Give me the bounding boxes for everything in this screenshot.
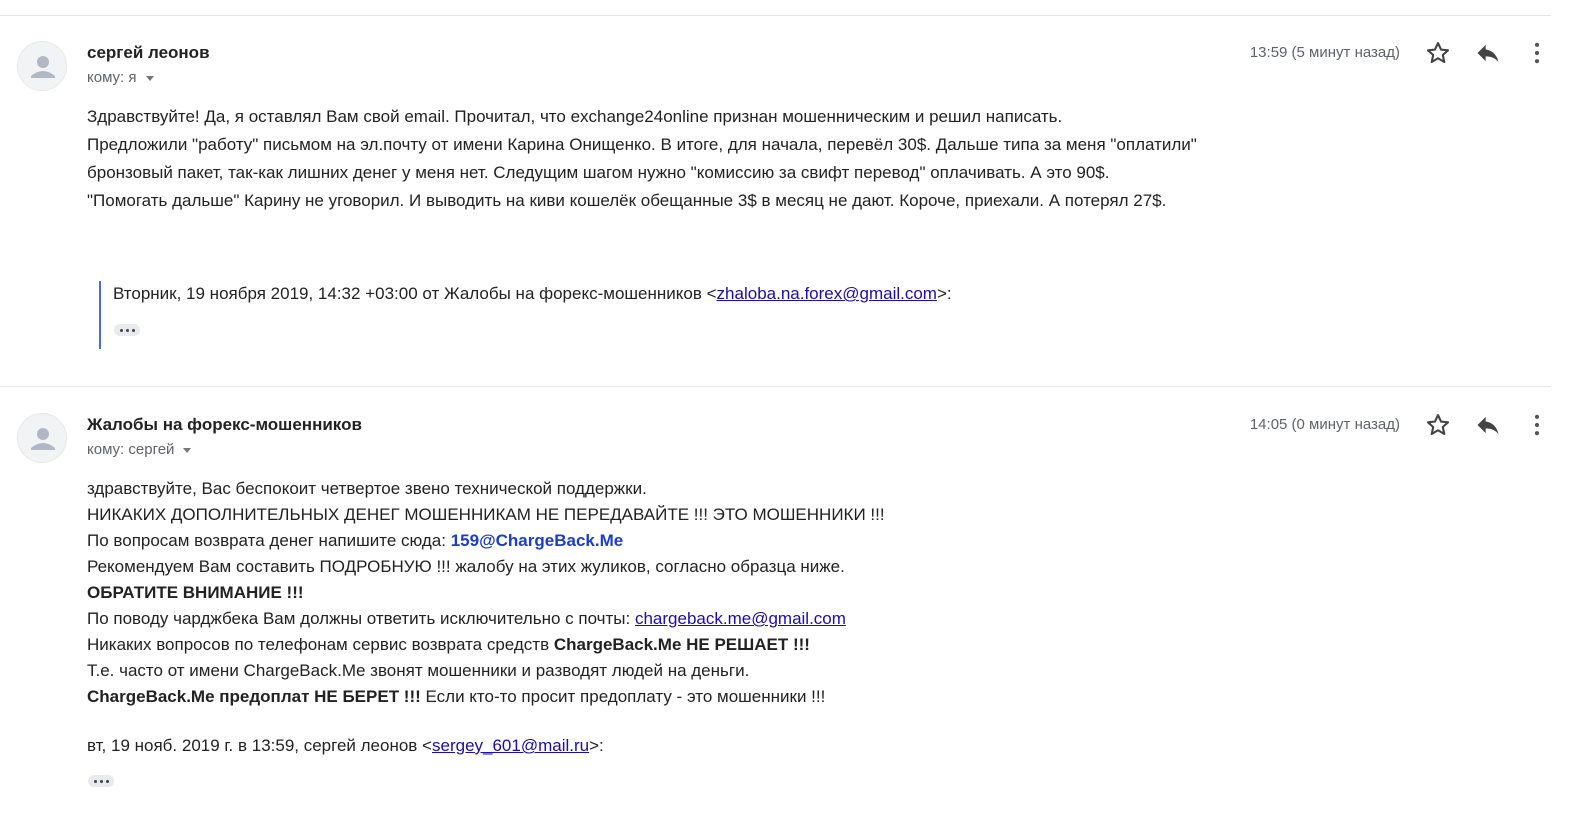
quote-intro: Вторник, 19 ноября 2019, 14:32 +03:00 от Жалобы на форекс-мошенников < [113,284,717,303]
chargeback-email-link[interactable]: chargeback.me@gmail.com [634,609,846,628]
sender-avatar[interactable] [17,413,67,463]
message-time: 13:59 (5 минут назад) [1249,44,1400,61]
attention-text: ОБРАТИТЕ ВНИМАНИЕ !!! [87,583,304,602]
reply-icon [1474,411,1502,439]
quote-end: >: [589,736,604,755]
message-time: 14:05 (0 минут назад) [1249,416,1400,433]
avatar-icon [18,414,67,463]
star-icon [1424,411,1452,439]
body-line: здравствуйте, Вас беспокоит четвертое звено технической поддержки. [87,479,647,498]
body-line: Предложили "работу" письмом на эл.почту от имени Карина Онищенко. В итоге, для начала, перевёл 30$. Дальше типа за меня "оплатили" [87,135,1197,154]
body-line: Т.е. часто от имени ChargeBack.Me звонят мошенники и разводят людей на деньги. [87,661,750,680]
body-line [87,528,885,554]
reply-icon [1474,39,1502,67]
recipient-dropdown[interactable] [87,441,191,458]
support-email-link[interactable]: 159@ChargeBack.Me [450,531,624,550]
recipient-label: кому: сергей [87,441,175,458]
sender-name[interactable]: сергей леонов [87,43,210,62]
chevron-down-icon [146,76,154,81]
dot [100,780,103,783]
more-vert-icon [1523,39,1551,67]
body-line [87,684,885,710]
message-body [87,103,1197,215]
reply-button[interactable] [1474,411,1502,439]
body-line: Рекомендуем Вам составить ПОДРОБНУЮ !!! жалобу на этих жуликов, согласно образца ниже. [87,557,845,576]
body-line: НИКАКИХ ДОПОЛНИТЕЛЬНЫХ ДЕНЕГ МОШЕННИКАМ НЕ ПЕРЕДАВАЙТЕ !!! ЭТО МОШЕННИКИ !!! [87,505,885,524]
star-icon [1424,39,1452,67]
quote-header [113,284,952,304]
more-options-button[interactable] [1523,39,1551,67]
star-button[interactable] [1424,411,1452,439]
dot [94,780,97,783]
body-text: Если кто-то просит предоплату - это мошенники !!! [420,687,826,706]
body-line [87,580,885,606]
quote-bar [99,281,101,349]
avatar-icon [18,42,67,91]
quote-header [87,735,604,757]
chevron-down-icon [183,448,191,453]
body-text: Никаких вопросов по телефонам сервис возврата средств [87,635,554,654]
quote-end: >: [936,284,952,303]
dot [126,329,129,332]
top-divider [0,15,1551,16]
sender-name[interactable]: Жалобы на форекс-мошенников [87,415,362,434]
body-line: "Помогать дальше" Карину не уговорил. И выводить на киви кошелёк обещанные 3$ в месяц не дают. Короче, приехали. А потерял 27$. [87,191,1167,210]
bold-text: ChargeBack.Me предоплат НЕ БЕРЕТ !!! [87,687,421,706]
sender-avatar[interactable] [17,41,67,91]
show-trimmed-content-button[interactable] [88,775,114,787]
body-text: По поводу чарджбека Вам должны ответить исключительно с почты: [87,609,635,628]
recipient-dropdown[interactable] [87,69,154,86]
more-options-button[interactable] [1523,411,1551,439]
bold-text: ChargeBack.Me НЕ РЕШАЕТ !!! [553,635,810,654]
more-vert-icon [1523,411,1551,439]
dot [120,329,123,332]
reply-button[interactable] [1474,39,1502,67]
body-line [87,632,885,658]
dot [106,780,109,783]
quote-email-link[interactable]: zhaloba.na.forex@gmail.com [716,284,937,303]
quote-intro: вт, 19 нояб. 2019 г. в 13:59, сергей леонов < [87,736,432,755]
message-body [87,476,885,710]
star-button[interactable] [1424,39,1452,67]
body-line: Здравствуйте! Да, я оставлял Вам свой email. Прочитал, что exchange24online признан мошенническим и решил написать. [87,107,1063,126]
quote-email-link[interactable]: sergey_601@mail.ru [432,736,590,755]
dot [132,329,135,332]
body-text: По вопросам возврата денег напишите сюда: [87,531,451,550]
body-line [87,606,885,632]
body-line: бронзовый пакет, так-как лишних денег у меня нет. Следущим шагом нужно "комиссию за свифт перевод" оплачивать. А это 90$. [87,163,1110,182]
recipient-label: кому: я [87,69,137,86]
show-trimmed-content-button[interactable] [114,324,140,336]
message-divider [0,386,1551,387]
